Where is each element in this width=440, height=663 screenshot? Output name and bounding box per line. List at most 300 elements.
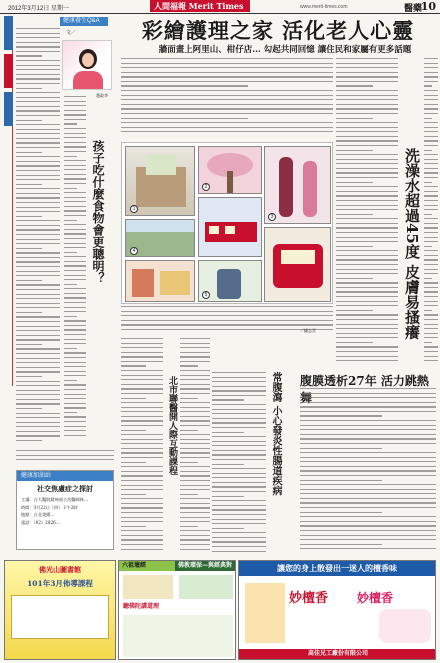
text-line (336, 182, 373, 183)
text-line (64, 407, 86, 408)
text-line (16, 459, 114, 460)
text-line (16, 211, 60, 212)
text-line (212, 486, 266, 487)
text-line (336, 342, 373, 343)
text-line (16, 280, 42, 281)
text-line (424, 99, 438, 100)
text-line (212, 386, 266, 387)
text-line (300, 525, 436, 526)
photo-number: 4 (130, 247, 138, 255)
text-line (300, 516, 436, 517)
text-line (180, 457, 210, 458)
text-line (336, 218, 398, 219)
text-line (336, 90, 398, 91)
text-line (212, 409, 266, 410)
text-line (212, 395, 266, 396)
text-line (424, 200, 438, 201)
text-line (64, 362, 86, 363)
text-line (16, 335, 60, 336)
text-line (16, 399, 60, 400)
text-line (64, 220, 77, 221)
health-station-row: 時間：3月22日（四）下午2時 (21, 504, 78, 510)
health-station-box (16, 470, 114, 550)
text-line (424, 63, 438, 64)
library-ad-title: 佛光山圖書館 (39, 565, 81, 574)
text-line (64, 348, 77, 349)
text-line (300, 470, 436, 471)
text-line (180, 521, 210, 522)
text-line (121, 539, 163, 540)
text-line (300, 530, 436, 531)
text-line (64, 160, 86, 161)
wash-article-title: 洗澡水超過45度 皮膚易搔癢 (403, 148, 421, 340)
text-line (16, 129, 60, 130)
text-line (424, 301, 438, 302)
text-line (424, 209, 438, 210)
text-line (336, 63, 398, 64)
text-line (212, 381, 266, 382)
text-line (64, 256, 86, 257)
text-line (212, 537, 266, 538)
text-line (16, 110, 60, 111)
text-line (121, 512, 163, 513)
text-line (212, 551, 266, 552)
text-line (180, 347, 210, 348)
text-line (336, 319, 398, 320)
text-line (16, 83, 60, 84)
sutra-ad-title: 六祖壇經 (119, 561, 235, 571)
text-line (424, 177, 438, 178)
text-line (180, 388, 210, 389)
text-line (212, 436, 266, 437)
photo-credit: 趙政李 (96, 93, 108, 98)
text-line (424, 127, 438, 128)
text-line (212, 445, 266, 446)
left-index-strip (4, 16, 13, 386)
text-line (64, 96, 86, 97)
text-line (180, 526, 198, 527)
text-line (424, 282, 438, 283)
text-line (336, 282, 398, 283)
text-line (300, 397, 436, 398)
text-line (424, 131, 438, 132)
text-line (424, 287, 438, 288)
text-line (424, 58, 438, 59)
text-line (64, 357, 86, 358)
text-line (180, 407, 210, 408)
text-line (121, 480, 163, 481)
text-line (336, 127, 398, 128)
north-article-body (121, 338, 163, 556)
text-line (16, 353, 60, 354)
text-line (121, 338, 163, 339)
text-line (16, 101, 60, 102)
text-line (300, 429, 436, 430)
text-line (180, 530, 210, 531)
text-line (424, 241, 438, 242)
text-line (424, 264, 438, 265)
text-line (212, 468, 266, 469)
text-line (212, 441, 266, 442)
text-line (121, 434, 163, 435)
text-line (300, 544, 382, 545)
text-line (16, 42, 60, 43)
index-tag (4, 16, 13, 50)
text-line (212, 519, 266, 520)
text-line (121, 311, 333, 312)
text-line (300, 535, 436, 536)
text-line (16, 252, 60, 253)
text-line (180, 485, 210, 486)
text-line (121, 76, 333, 77)
text-line (212, 459, 266, 460)
text-line (212, 390, 266, 391)
text-line (180, 549, 210, 550)
text-line (424, 291, 438, 292)
text-line (424, 296, 438, 297)
text-line (64, 247, 86, 248)
text-line (64, 210, 86, 211)
text-line (121, 306, 333, 307)
text-line (336, 269, 398, 270)
text-line (212, 528, 244, 529)
text-line (121, 498, 163, 499)
text-line (121, 517, 163, 518)
text-line (336, 104, 398, 105)
photo-train-front (264, 227, 331, 302)
text-line (300, 493, 436, 494)
text-line (121, 122, 333, 123)
wash-article-body (336, 58, 398, 368)
text-line (121, 507, 163, 508)
text-line (424, 154, 438, 155)
text-line (336, 136, 398, 137)
text-line (300, 484, 436, 485)
text-line (424, 191, 438, 192)
text-line (16, 33, 60, 34)
text-line (424, 310, 432, 311)
text-line (300, 512, 382, 513)
text-line (336, 159, 398, 160)
text-line (64, 380, 77, 381)
text-line (121, 90, 333, 91)
text-line (336, 291, 398, 292)
text-line (16, 92, 60, 93)
north-article-title: 北市聯醫開人際互動課程 (167, 376, 177, 475)
text-line (424, 140, 438, 141)
text-line (424, 118, 432, 119)
text-line (121, 416, 163, 417)
text-line (16, 55, 42, 56)
text-line (180, 448, 210, 449)
text-line (212, 496, 244, 497)
text-line (336, 241, 398, 242)
text-line (64, 375, 86, 376)
photo-number: 2 (202, 183, 210, 191)
text-line (180, 498, 210, 499)
text-line (64, 238, 86, 239)
sutra-ad-title-2: 佛教環保—與經典對 (175, 561, 236, 571)
text-line (212, 546, 266, 547)
text-line (336, 195, 398, 196)
text-line (64, 137, 86, 138)
text-line (64, 426, 86, 427)
text-line (64, 243, 86, 244)
text-line (336, 186, 398, 187)
text-line (424, 333, 438, 334)
text-line (180, 393, 210, 394)
text-line (16, 385, 60, 386)
text-line (336, 209, 398, 210)
text-line (16, 298, 60, 299)
text-line (336, 214, 373, 215)
text-line (424, 342, 432, 343)
photo-number: 3 (268, 213, 276, 221)
author-photo (62, 40, 112, 90)
text-line (64, 343, 86, 344)
text-line (64, 261, 86, 262)
text-line (424, 227, 438, 228)
text-line (64, 224, 86, 225)
text-line (16, 413, 60, 414)
text-line (64, 329, 86, 330)
text-line (180, 535, 210, 536)
sutra-ad[interactable] (118, 560, 236, 660)
text-line (16, 156, 60, 157)
text-line (212, 477, 266, 478)
text-line (212, 450, 266, 451)
text-line (336, 273, 398, 274)
text-line (121, 315, 333, 316)
text-line (300, 498, 436, 499)
text-line (180, 466, 210, 467)
text-line (180, 361, 210, 362)
text-line (16, 367, 60, 368)
text-line (16, 197, 60, 198)
main-article-body (121, 58, 333, 140)
text-line (424, 273, 438, 274)
text-line (212, 541, 266, 542)
text-line (16, 348, 60, 349)
text-line (64, 279, 86, 280)
text-line (16, 275, 60, 276)
text-line (300, 489, 436, 490)
text-line (212, 418, 266, 419)
text-line (180, 384, 210, 385)
text-line (121, 370, 163, 371)
text-line (64, 156, 77, 157)
text-line (121, 361, 163, 362)
text-line (336, 337, 398, 338)
text-line (336, 67, 398, 68)
text-line (424, 90, 438, 91)
text-line (180, 365, 198, 366)
incense-ad-brand-2: 妙檀香 (357, 591, 394, 605)
author-byline: 文／ (66, 30, 77, 36)
text-line (16, 60, 60, 61)
text-line (336, 310, 373, 311)
text-line (121, 462, 146, 463)
health-station-row: 電話：（02）2826… (21, 519, 61, 525)
text-line (16, 426, 60, 427)
text-line (336, 205, 398, 206)
text-line (121, 485, 163, 486)
text-line (121, 388, 163, 389)
text-line (64, 133, 86, 134)
text-line (64, 183, 86, 184)
text-line (16, 124, 60, 125)
incense-ad-footer: 高佳兄工廠份有限公司 (239, 649, 436, 659)
text-line (16, 74, 60, 75)
text-line (16, 202, 60, 203)
text-line (16, 289, 60, 290)
text-line (180, 416, 210, 417)
text-line (16, 303, 60, 304)
text-line (336, 259, 398, 260)
text-line (16, 234, 60, 235)
text-line (336, 172, 398, 173)
text-line (16, 316, 60, 317)
text-line (180, 370, 210, 371)
text-line (64, 229, 86, 230)
text-line (121, 393, 163, 394)
text-line (64, 265, 86, 266)
text-line (121, 324, 333, 325)
text-line (180, 379, 210, 380)
text-line (336, 72, 398, 73)
wash-article-body-2 (424, 58, 438, 368)
text-line (300, 411, 436, 412)
main-subheadline: 牆面畫上阿里山、柑仔店… 勾起共同回憶 讓住民和家屬有更多話題 (158, 45, 412, 55)
text-line (300, 461, 436, 462)
text-line (424, 108, 438, 109)
text-line (336, 154, 398, 155)
text-line (64, 288, 86, 289)
text-line (300, 452, 436, 453)
text-line (121, 127, 333, 128)
text-line (180, 452, 210, 453)
text-line (336, 108, 398, 109)
incense-ad[interactable] (238, 560, 436, 660)
text-line (300, 393, 436, 394)
ibd-article-title: 常腹瀉 小心發炎性腸道疾病 (270, 372, 281, 496)
text-line (300, 406, 436, 407)
text-line (16, 225, 60, 226)
photo-collage (121, 142, 333, 304)
text-line (16, 216, 42, 217)
issue-date: 2012年3月12日 星期一 (8, 6, 70, 12)
text-line (424, 182, 432, 183)
text-line (121, 104, 333, 105)
text-line (424, 163, 438, 164)
text-line (16, 261, 60, 262)
incense-ad-brand: 妙檀香 (289, 591, 329, 606)
text-line (16, 307, 60, 308)
text-line (336, 305, 398, 306)
text-line (121, 113, 333, 114)
text-line (424, 328, 438, 329)
text-line (16, 78, 60, 79)
text-line (300, 548, 436, 549)
text-line (180, 544, 210, 545)
text-line (16, 88, 42, 89)
text-line (336, 246, 373, 247)
text-line (424, 122, 438, 123)
text-line (180, 507, 210, 508)
text-line (424, 218, 438, 219)
text-line (300, 466, 436, 467)
text-line (16, 207, 60, 208)
text-line (424, 337, 438, 338)
text-line (336, 122, 398, 123)
text-line (121, 95, 333, 96)
text-line (336, 140, 398, 141)
text-line (16, 440, 42, 441)
text-line (121, 379, 163, 380)
text-line (64, 206, 86, 207)
text-line (64, 178, 86, 179)
text-line (64, 421, 86, 422)
text-line (121, 503, 163, 504)
text-line (16, 115, 60, 116)
library-ad[interactable] (4, 560, 116, 660)
text-line (64, 119, 86, 120)
text-line (64, 384, 86, 385)
north-article-body-2 (180, 338, 210, 556)
text-line (16, 179, 60, 180)
text-line (64, 105, 86, 106)
text-line (64, 339, 86, 340)
text-line (212, 377, 266, 378)
text-line (64, 165, 86, 166)
text-line (16, 339, 60, 340)
text-line (16, 271, 60, 272)
text-line (336, 264, 398, 265)
text-line (212, 491, 266, 492)
text-line (212, 482, 266, 483)
text-line (336, 346, 398, 347)
text-line (121, 457, 163, 458)
text-line (300, 425, 436, 426)
text-line (121, 526, 146, 527)
text-line (64, 389, 86, 390)
kids-article-body (64, 96, 86, 444)
health-station-header: 健康加油站 (17, 471, 113, 481)
text-line (16, 408, 42, 409)
photo-staff (264, 146, 331, 224)
text-line (64, 123, 77, 124)
text-line (336, 95, 398, 96)
health-station-title: 社交焦慮症之探討 (37, 484, 93, 493)
text-line (336, 333, 398, 334)
ibd-article-body (212, 372, 266, 556)
text-line (300, 443, 436, 444)
text-line (180, 489, 210, 490)
text-line (121, 347, 163, 348)
text-line (180, 503, 210, 504)
text-line (300, 457, 436, 458)
text-line (64, 151, 86, 152)
text-line (336, 113, 398, 114)
index-tag (4, 54, 13, 88)
text-line (424, 214, 432, 215)
text-line (180, 425, 210, 426)
text-line (64, 252, 77, 253)
text-line (16, 120, 42, 121)
text-line (64, 192, 86, 193)
text-line (212, 464, 244, 465)
text-line (16, 294, 60, 295)
